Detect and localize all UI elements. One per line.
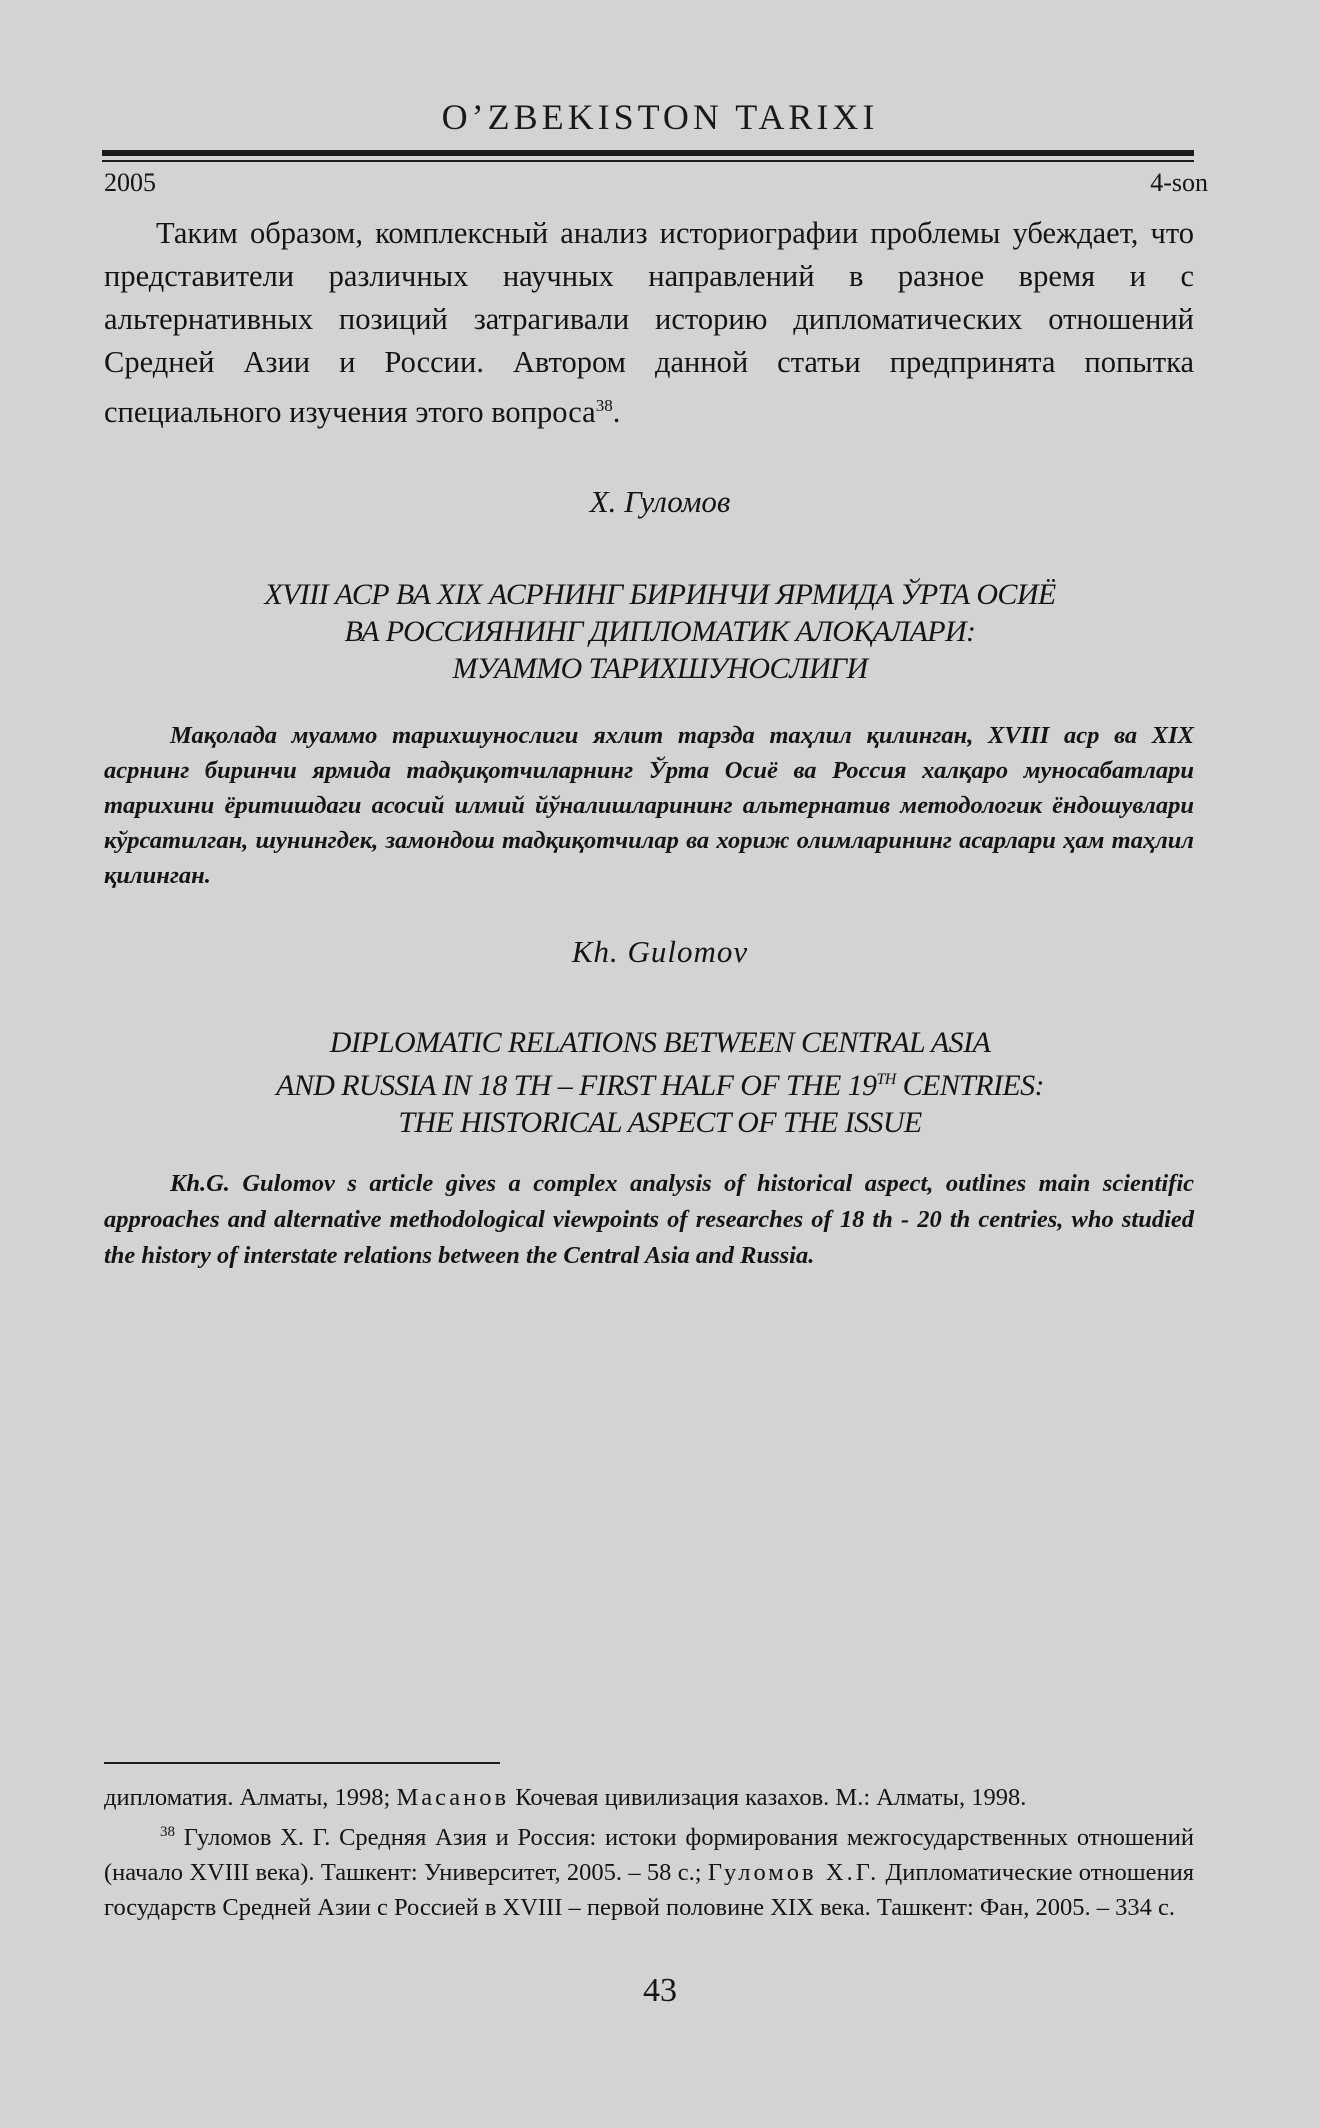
intro-paragraph [104,212,1194,434]
header-issue: 4-son [1150,168,1208,197]
article-title-uzbek [0,576,1320,687]
title-uz-line-3: МУАММО ТАРИХШУНОСЛИГИ [452,652,868,685]
title-en-line-2-after: CENTRIES: [895,1069,1044,1102]
title-uz-line-2: ВА РОССИЯНИНГ ДИПЛОМАТИК АЛОҚАЛАРИ: [344,615,976,648]
fn-continued-author: Масанов [396,1784,510,1811]
journal-title: O’ZBEKISTON TARIXI [441,97,879,137]
footnote-rule [104,1762,500,1764]
intro-tail: . [612,395,621,430]
title-en-line-2-sup: TH [876,1071,896,1088]
header-rule-thin [102,160,1194,162]
fn38-author: Гуломов Х.Г. [707,1859,880,1887]
fn-continued-after: Кочевая цивилизация казахов. М.: Алматы, 1998. [509,1784,1027,1811]
fn-continued-before: дипломатия. Алматы, 1998; [104,1784,397,1811]
fn38-part-2: Дипломатические отношения государств Средней Азии с Россией в XVIII – первой половине XIX века. Ташкент: Фан, 2005. – 334 с. [104,1859,1194,1922]
footnote-38 [104,1815,1194,1925]
footnote-ref-38: 38 [595,396,613,415]
author-english-summary: Kh. Gulomov [571,934,749,969]
fn38-number: 38 [160,1824,175,1840]
intro-text: Таким образом, комплексный анализ историографии проблемы убеждает, что представители различных научных направлений в разное время и с альтернативных позиций затрагивали историю дипломатических отношений Средней Азии и России. Автором данной статьи предпринята попытка специального изучения этого вопроса [104,216,1194,430]
title-en-line-2-before: AND RUSSIA IN 18 TH – FIRST HALF OF THE 19 [276,1069,877,1102]
header-rule-thick [102,150,1194,156]
footnote-continued [104,1780,1194,1815]
page-number: 43 [643,1972,677,2009]
article-title-english [0,1024,1320,1141]
abstract-uzbek: Мақолада муаммо тарихшунослиги яхлит тарзда таҳлил қилинган, XVIII аср ва XIX асрнинг биринчи ярмида тадқиқотчиларнинг Ўрта Осиё ва Россия халқаро муносабатлари тарихини ёритишдаги асосий илмий йўналишларининг альтернатив методологик ёндошувлари кўрсатилган, шунингдек, замондош тадқиқотчилар ва хориж олимларининг асарлари ҳам таҳлил қилинган. [104,722,1194,889]
header-year: 2005 [104,168,156,197]
title-en-line-2 [0,1061,1320,1104]
title-en-line-1: DIPLOMATIC RELATIONS BETWEEN CENTRAL ASIA [329,1026,991,1059]
author-uzbek-summary: Х. Гуломов [589,484,731,519]
fn38-part-1: Гуломов Х. Г. Средняя Азия и Россия: истоки формирования межгосударственных отношений (начало XVIII века). Ташкент: Университет, 2005. – 58 с.; [104,1824,1194,1887]
title-uz-line-1: XVIII АСР ВА XIX АСРНИНГ БИРИНЧИ ЯРМИДА ЎРТА ОСИЁ [264,578,1056,611]
abstract-english: Kh.G. Gulomov s article gives a complex analysis of historical aspect, outlines main scientific approaches and alternative methodological viewpoints of researches of 18 th - 20 th centries, who studied the history of interstate relations between the Central Asia and Russia. [104,1170,1194,1269]
title-en-line-3: THE HISTORICAL ASPECT OF THE ISSUE [398,1106,922,1139]
